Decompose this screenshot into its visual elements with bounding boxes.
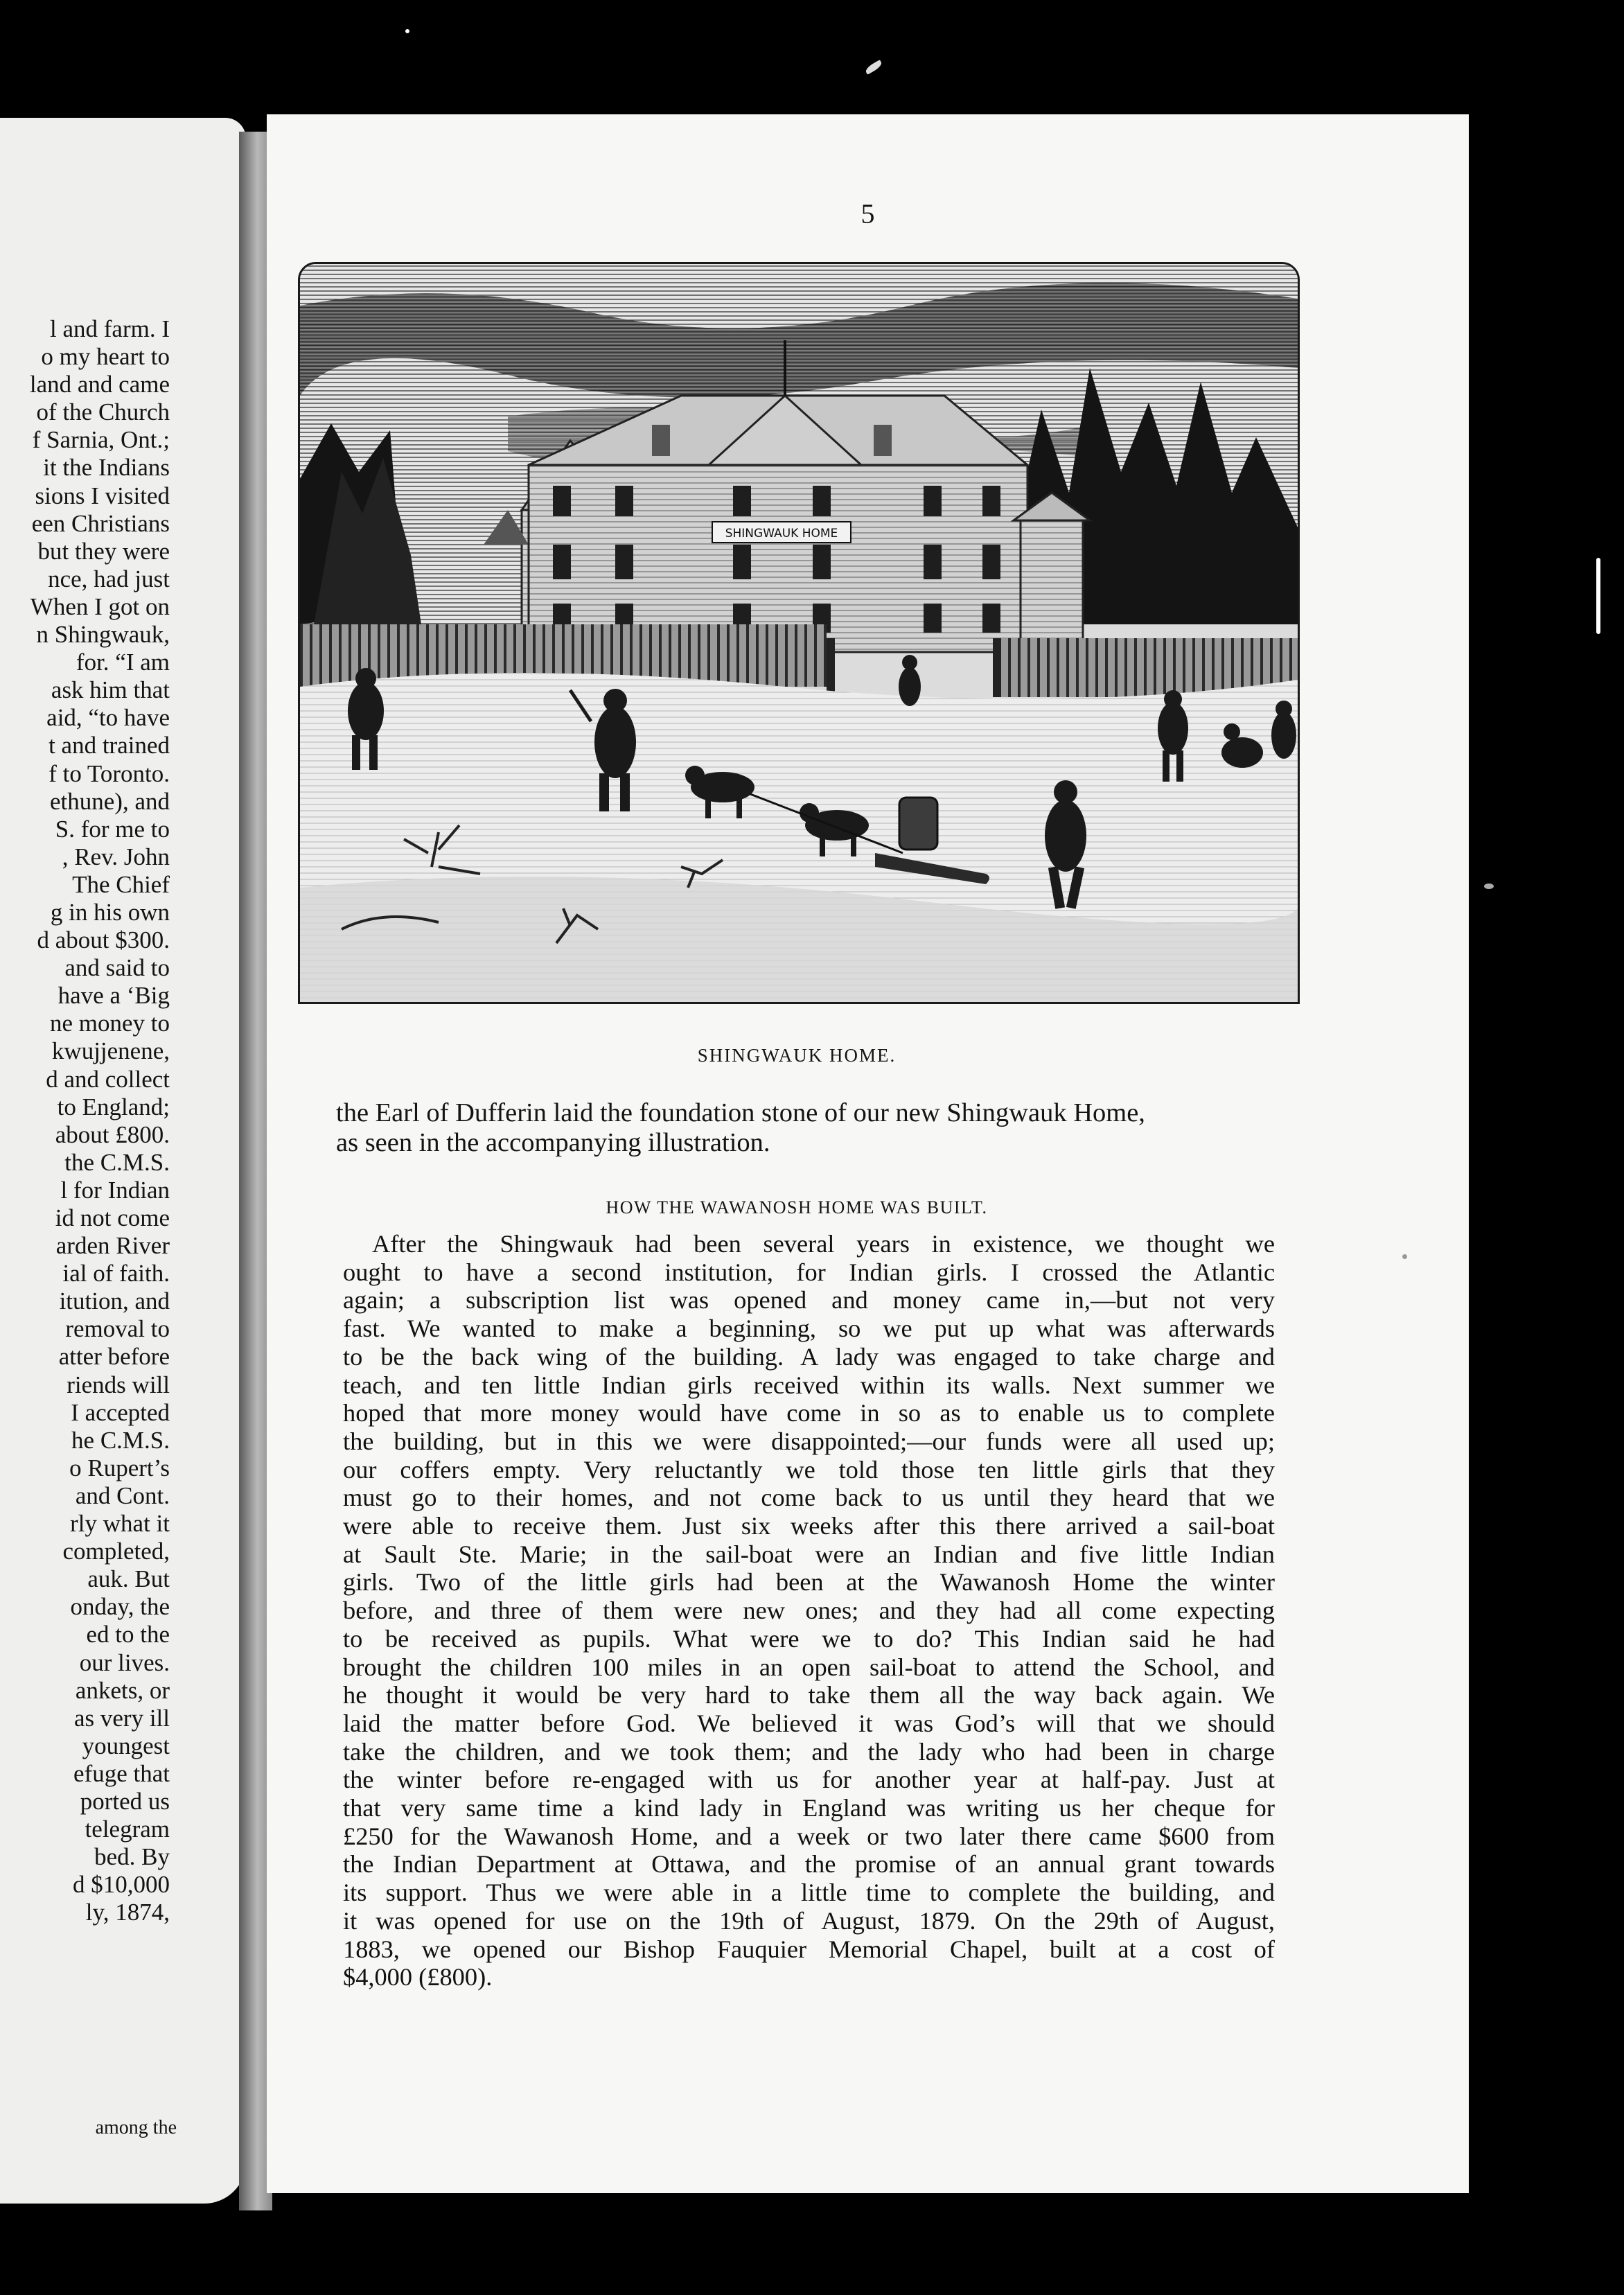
text-line: its support. Thus we were able in a little time to complete the building, and xyxy=(343,1879,1275,1907)
text-line: rly what it xyxy=(70,1510,170,1538)
text-line: atter before xyxy=(58,1343,170,1371)
text-line: the winter before re-engaged with us for another year at half-pay. Just at xyxy=(343,1766,1275,1794)
previous-page xyxy=(0,118,246,2204)
text-line: youngest xyxy=(82,1732,170,1759)
film-speck xyxy=(864,60,883,75)
previous-page-text xyxy=(0,315,170,1926)
body-paragraph xyxy=(343,1230,1275,1991)
text-line: arden River xyxy=(55,1232,170,1260)
text-line: een Christians xyxy=(31,509,170,537)
text-line: When I got on xyxy=(30,592,170,620)
text-line: for. “I am xyxy=(76,649,170,676)
film-speck xyxy=(1484,883,1494,889)
text-line: f Sarnia, Ont.; xyxy=(32,426,170,454)
text-line: nce, had just xyxy=(48,565,170,592)
text-line: itution, and xyxy=(59,1287,170,1315)
text-line: teach, and ten little Indian girls received within its walls. Next summer we xyxy=(343,1371,1275,1399)
text-line: telegram xyxy=(85,1815,170,1843)
text-line: were able to receive them. Just six weeks after this there arrived a sail-boat xyxy=(343,1512,1275,1540)
text-line: he thought it would be very hard to take them all the way back again. We xyxy=(343,1681,1275,1709)
text-line: our coffers empty. Very reluctantly we told those ten little girls that they xyxy=(343,1455,1275,1484)
text-line: I accepted xyxy=(71,1398,170,1426)
text-line: laid the matter before God. We believed it was God’s will that we should xyxy=(343,1709,1275,1737)
text-line: the Indian Department at Ottawa, and the promise of an annual grant towards xyxy=(343,1850,1275,1879)
text-line: but they were xyxy=(37,537,170,565)
text-line: about £800. xyxy=(55,1120,170,1148)
text-line: g in his own xyxy=(50,898,170,926)
text-line: $4,000 (£800). xyxy=(343,1963,493,1991)
text-line: l and farm. I xyxy=(50,315,170,342)
text-line: ly, 1874, xyxy=(85,1899,170,1926)
intro-paragraph xyxy=(336,1098,1291,1158)
current-page xyxy=(267,114,1469,2193)
text-line: kwujjenene, xyxy=(51,1037,170,1065)
page-number: 5 xyxy=(860,198,875,229)
text-line: as seen in the accompanying illustration. xyxy=(336,1128,770,1157)
text-line: n Shingwauk, xyxy=(36,621,170,649)
text-line: at Sault Ste. Marie; in the sail-boat were an Indian and five little Indian xyxy=(343,1540,1275,1568)
text-line: o my heart to xyxy=(41,343,170,371)
text-line: take the children, and we took them; and the lady who had been in charge xyxy=(343,1737,1275,1766)
text-line: ankets, or xyxy=(75,1676,170,1704)
text-line: he C.M.S. xyxy=(71,1426,170,1454)
text-line: ported us xyxy=(80,1787,170,1815)
text-line: After the Shingwauk had been several years in existence, we thought we xyxy=(372,1230,1275,1258)
text-line: it the Indians xyxy=(43,454,170,482)
figure-caption: SHINGWAUK HOME. xyxy=(697,1045,897,1066)
text-line: t and trained xyxy=(48,732,170,759)
text-line: of the Church xyxy=(36,398,170,426)
text-line: hoped that more money would have come in so as to enable us to complete xyxy=(343,1399,1275,1427)
text-line: and Cont. xyxy=(75,1481,170,1509)
text-line: completed, xyxy=(62,1538,170,1565)
text-line: 1883, we opened our Bishop Fauquier Memorial Chapel, built at a cost of xyxy=(343,1935,1275,1963)
text-line: sions I visited xyxy=(35,482,170,509)
text-line: ne money to xyxy=(49,1010,170,1037)
text-line: o Rupert’s xyxy=(69,1454,170,1481)
text-line: fast. We wanted to make a beginning, so we put up what was afterwards xyxy=(343,1314,1275,1343)
text-line: it was opened for use on the 19th of August, 1879. On the 29th of August, xyxy=(343,1906,1275,1935)
text-line: have a ‘Big xyxy=(58,982,170,1010)
text-line: to be the back wing of the building. A lady was engaged to take charge and xyxy=(343,1342,1275,1371)
film-speck xyxy=(1402,1254,1407,1259)
text-line: efuge that xyxy=(73,1759,170,1787)
text-line: The Chief xyxy=(72,870,170,898)
text-line: onday, the xyxy=(70,1593,170,1621)
text-line: our lives. xyxy=(79,1648,170,1676)
text-line: girls. Two of the little girls had been at the Wawanosh Home the winter xyxy=(343,1568,1275,1597)
text-line: id not come xyxy=(55,1204,170,1231)
text-line: as very ill xyxy=(73,1704,170,1732)
text-line: ial of faith. xyxy=(62,1260,170,1287)
text-line: again; a subscription list was opened and money came in,—but not very xyxy=(343,1286,1275,1314)
text-line: land and came xyxy=(29,371,170,398)
text-line: ed to the xyxy=(86,1621,170,1648)
text-line: and said to xyxy=(64,954,170,982)
text-line: d and collect xyxy=(46,1065,170,1093)
text-line: before, and three of them were new ones; and they had all come expecting xyxy=(343,1597,1275,1625)
engraving-illustration xyxy=(298,262,1300,1004)
text-line: ethune), and xyxy=(50,787,170,815)
text-line: bed. By xyxy=(94,1843,170,1871)
text-line: ought to have a second institution, for Indian girls. I crossed the Atlantic xyxy=(343,1258,1275,1286)
section-heading: HOW THE WAWANOSH HOME WAS BUILT. xyxy=(606,1197,988,1217)
text-line: to be received as pupils. What were we to do? This Indian said he had xyxy=(343,1624,1275,1653)
text-line: must go to their homes, and not come back to us until they heard that we xyxy=(343,1484,1275,1512)
text-line: d $10,000 xyxy=(73,1871,170,1899)
building-sign: SHINGWAUK HOME xyxy=(725,527,838,540)
shingwauk-home-engraving xyxy=(300,264,1298,1002)
text-line: the building, but in this we were disappointed;—our funds were all used up; xyxy=(343,1427,1275,1455)
text-line: f to Toronto. xyxy=(48,759,170,787)
text-line: the C.M.S. xyxy=(64,1148,170,1176)
film-speck xyxy=(405,29,409,33)
text-line: d about $300. xyxy=(37,926,170,954)
previous-page-footnote: among the xyxy=(95,2117,177,2138)
text-line: removal to xyxy=(65,1315,170,1343)
text-line: aid, “to have xyxy=(46,704,170,732)
text-line: to England; xyxy=(57,1093,170,1120)
text-line: brought the children 100 miles in an open sail-boat to attend the School, and xyxy=(343,1653,1275,1681)
text-line: that very same time a kind lady in England was writing us her cheque for xyxy=(343,1794,1275,1822)
text-line: , Rev. John xyxy=(62,843,170,870)
text-line: S. for me to xyxy=(55,815,170,843)
text-line: the Earl of Dufferin laid the foundation stone of our new Shingwauk Home, xyxy=(336,1098,1145,1127)
text-line: riends will xyxy=(67,1371,170,1398)
text-line: auk. But xyxy=(87,1565,170,1593)
film-scratch xyxy=(1596,558,1600,634)
text-line: l for Indian xyxy=(60,1176,170,1204)
text-line: ask him that xyxy=(51,676,170,704)
text-line: £250 for the Wawanosh Home, and a week or two later there came $600 from xyxy=(343,1822,1275,1850)
